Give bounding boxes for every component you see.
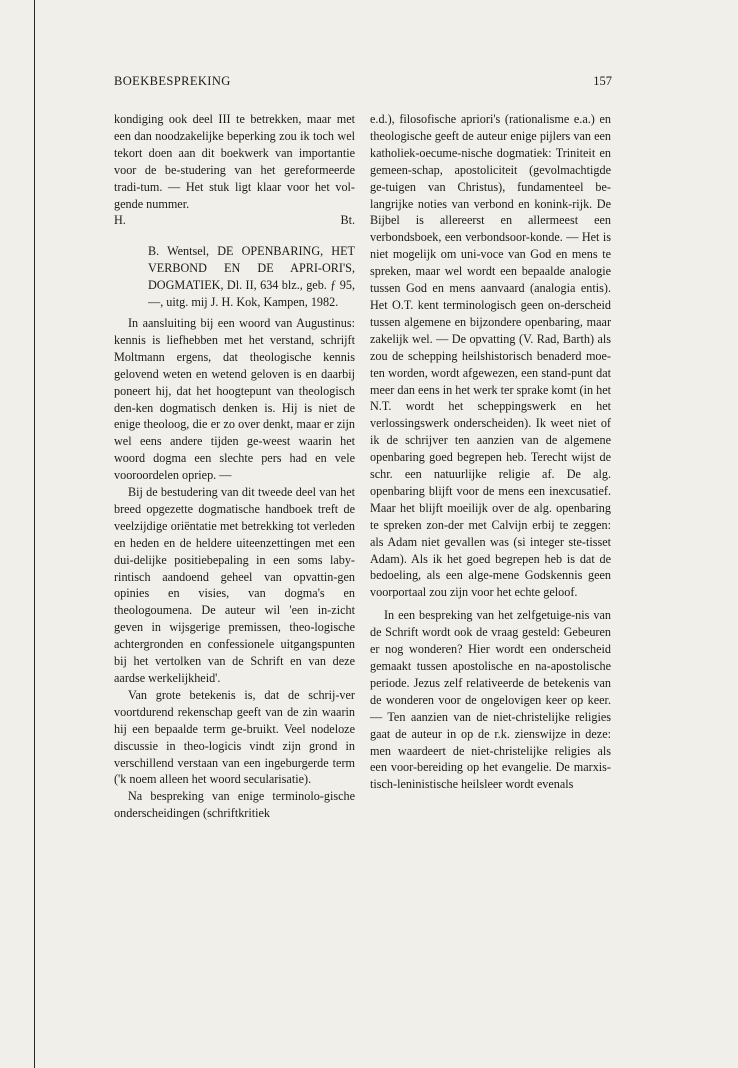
right-column — [370, 111, 611, 793]
signature-initial: H. — [114, 213, 126, 228]
paragraph: In aansluiting bij een woord van Augustinus: kennis is liefhebben met het verstand, schrijft Moltmann ergens, dat theologische kennis gelovend weten en wetend geloven is en daarbij poneert hij, dat het hoogtepunt van theologisch den-ken dogmatisch denken is. Hij is niet de enige theoloog, die er zo over denkt, maar er zijn wel eens andere tijden ge-weest waarin het woord dogma een slechte pers had en vele vooroordelen opriep. — — [114, 315, 355, 483]
paragraph: kondiging ook deel III te betrekken, maar met een dan noodzakelijke beperking zou ik toch wel tekort doen aan dit boekwerk van importantie voor de be-studering van het gereformeerde tradi-tum. — Het stuk ligt klaar voor het vol-gende nummer. — [114, 112, 355, 211]
paragraph: e.d.), filosofische apriori's (rationalisme e.a.) en theologische geeft de auteur enige pijlers van een katholiek-oecume-nische dogmatiek: Triniteit en gemeen-schap, apostoliciteit (gevolmachtigde ge-tuigen van Christus), fundamenteel be-langrijke noties van verbond en konink-rijk. De Bijbel is allereerst en allermeest een verbondsboek, een verbondsoor-konde. — Het is niet mogelijk om uni-voce van God en mens te spreken, maar wel wordt een bepaalde analogie tussen God en mens aanvaard (analogia entis). Het O.T. kent terminologisch geen on-derscheid tussen algemene en bijzondere openbaring, maar zakelijk wel. — De opvatting (V. Rad, Barth) als zou de schepping heilshistorisch benaderd moe-ten worden, wordt afgewezen, een stand-punt dat meer dan eens in het werk ter sprake komt (in het N.T. wordt het scheppingswerk en het verlossingswerk onderscheiden). Ik weet niet of ik de schrijver ten aanzien van de algemene openbaring goed begrepen heb. Terecht wijst de schr. een natuurlijke religie af. De alg. openbaring blijft voor de mens een inexcusatief. Maar het blijft moeilijk over de alg. openbaring te spreken zon-der met Calvijn erbij te zeggen: als Adam niet gevallen was (si integer ste-tisset Adam). Als ik het goed begrepen heb is dat de bedoeling, als een alge-mene Godskennis geen voorportaal zou zijn voor het echte geloof. — [370, 112, 611, 600]
paragraph: In een bespreking van het zelfgetuige-nis van de Schrift wordt ook de vraag gesteld: Gebeuren er nog wonderen? Hier wordt een onderscheid gemaakt tussen apostolische en na-apostolische periode. Jezus zelf relativeerde de betekenis van de wonderen voor de ongelovigen keer op keer. — Ten aanzien van de niet-christelijke religies gaat de auteur in op de r.k. zienswijze in deze: men waardeert de niet-christelijke religies als een voor-bereiding op het evangelie. De marxis-tisch-leninistische heilsleer wordt evenals — [370, 608, 611, 792]
page-margin-rule — [34, 0, 35, 1068]
running-header — [114, 74, 612, 92]
page-number: 157 — [593, 74, 612, 88]
running-title: BOEKBESPREKING — [114, 74, 231, 88]
paragraph: Na bespreking van enige terminolo-gische onderscheidingen (schriftkritiek — [114, 789, 355, 821]
signature-initials-right: Bt. — [340, 213, 355, 228]
paragraph: Van grote betekenis is, dat de schrij-ver voortdurend rekenschap geeft van de zin waarin hij een bepaalde term ge-bruikt. Veel nodeloze discussie in theo-logicis vindt zijn grond in verschillend verstaan van een ingeburgerde term ('k noem alleen het woord secularisatie). — [114, 687, 355, 787]
paragraph: Bij de bestudering van dit tweede deel van het breed opgezette dogmatische handboek treft de veelzijdige oriëntatie met betrekking tot verleden en heden en de heldere uiteenzettingen met een dui-delijke positiebepaling in een soms laby-rintisch aandoend geheel van opvattin-gen opinies en visies, van dogma's en theologoumena. De auteur wil 'een in-zicht geven in wijsgerige premissen, theo-logische achtergronden en confessionele uitgangspunten bij het vertolken van de Schrift en van deze aardse werkelijkheid'. — [114, 485, 355, 685]
left-column — [114, 111, 355, 822]
review-signature — [114, 212, 355, 229]
book-citation: B. Wentsel, DE OPENBARING, HET VERBOND EN DE APRI-ORI'S, DOGMATIEK, Dl. II, 634 blz., geb. ƒ 95,—, uitg. mij J. H. Kok, Kampen, 1982. — [148, 244, 355, 310]
